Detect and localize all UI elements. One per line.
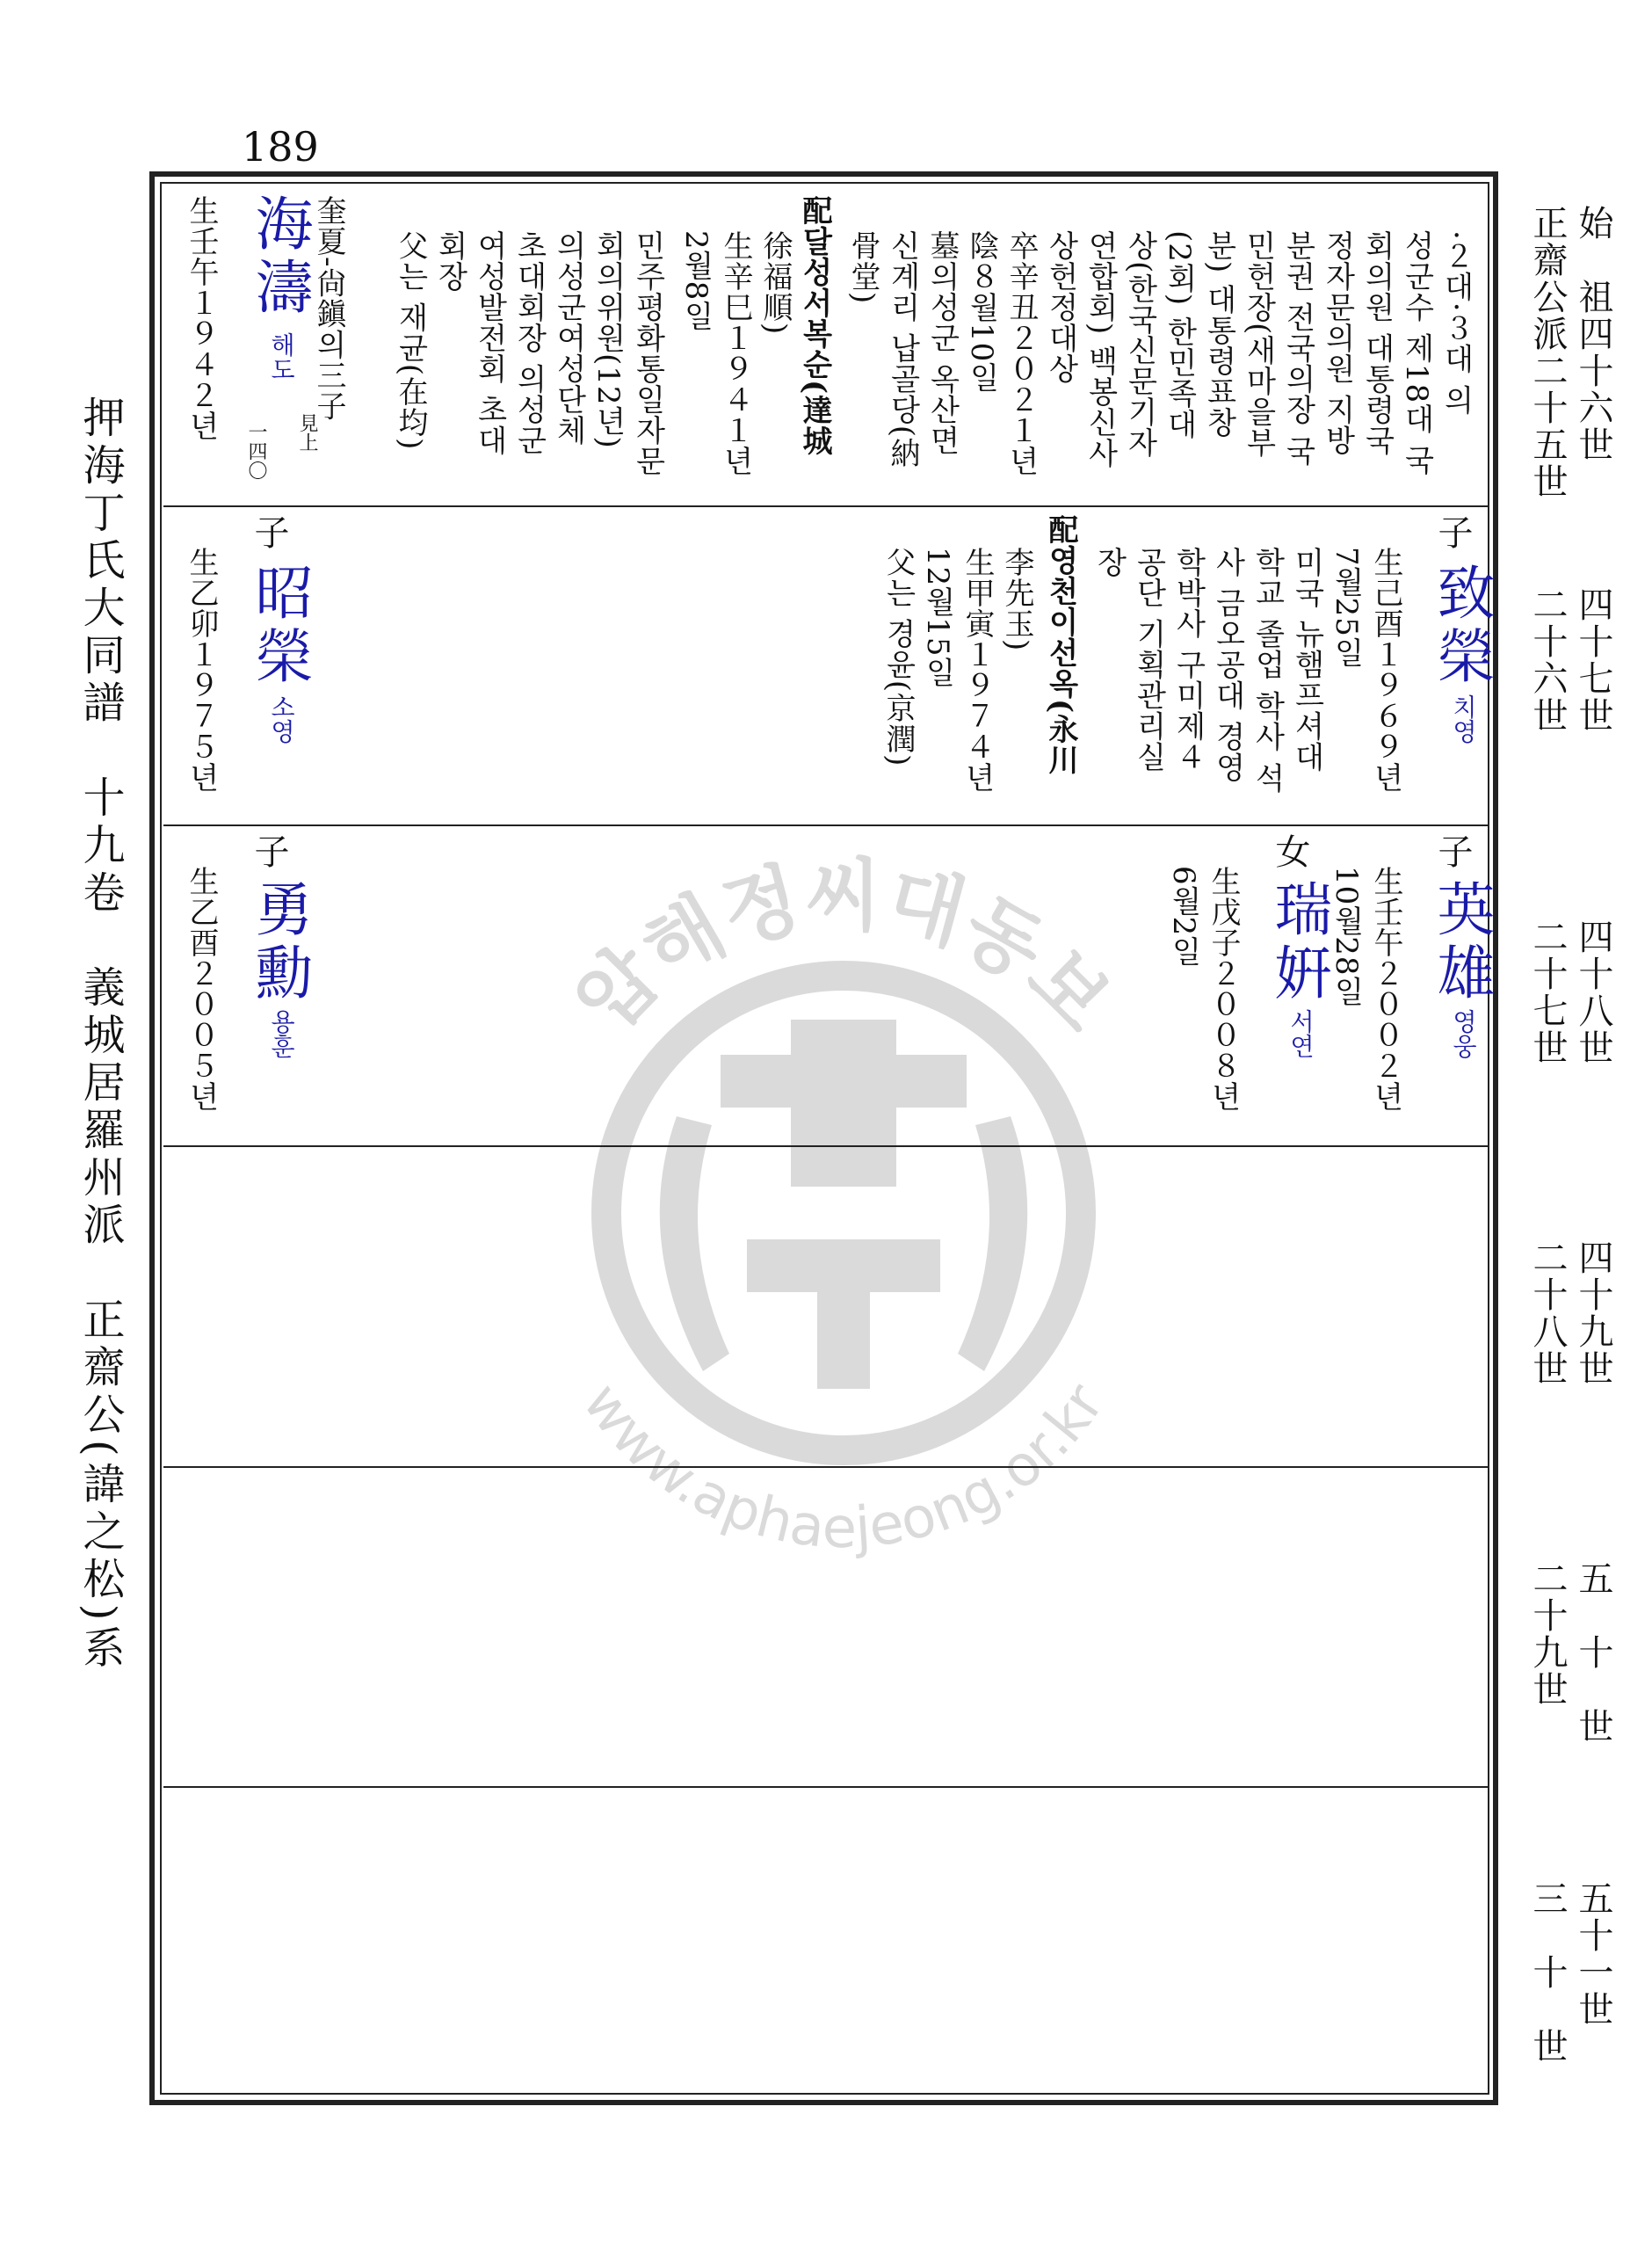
note-line: 분) 대통령표창 [1201, 230, 1236, 439]
note-line: 徐福順) [757, 230, 793, 336]
note-line: 분권 전국의장 국 [1280, 230, 1315, 467]
note-line: 정자문의원 지방 [1320, 230, 1355, 456]
note-line: 陰８월10일 [964, 230, 999, 394]
birth-date: 生壬午１９４２년 [184, 195, 219, 441]
generation-label: 五十一世 [1573, 1880, 1613, 2028]
birth-date: 生壬午２００２년 [1368, 866, 1403, 1112]
generation-label: 二十六世 [1527, 586, 1568, 734]
note-line: 연합회) 백봉신사 [1083, 230, 1118, 469]
person-name-hangul: 치영 [1449, 694, 1478, 744]
row-separator [163, 824, 1489, 826]
birth-date: 生乙卯１９７５년 [184, 547, 219, 793]
note-line: 상(한국신문기자 [1122, 230, 1157, 459]
note-line: (2회) 한민족대 [1162, 230, 1197, 439]
watermark-top-text: 압해정씨대동보 [558, 850, 1129, 1050]
person-name-hangul: 해도 [267, 332, 296, 381]
generation-cell [1498, 507, 1639, 824]
inner-frame [160, 182, 1489, 2095]
generation-cell [1498, 1468, 1639, 1786]
note-line: ·２대·３대 의 [1438, 230, 1474, 416]
note-line: 공단 기획관리실 [1131, 547, 1166, 773]
generation-label: 三 十 世 [1527, 1880, 1568, 2065]
note-line: 骨堂) [845, 230, 880, 305]
generation-cell [1498, 185, 1639, 505]
note-line: 卒辛丑２０２１년 [1004, 230, 1039, 476]
note-line: 회의원 대통령국 [1359, 230, 1395, 456]
person-name-hangul: 서연 [1286, 1009, 1315, 1058]
relation-label: 子 [249, 514, 289, 549]
row-separator [163, 1786, 1489, 1788]
note-line: 生辛巳１９４１년 [718, 230, 753, 476]
relation-label: 女 [1270, 833, 1310, 868]
generation-label: 二十七世 [1527, 919, 1568, 1066]
note-line: 신계리 납골당(納 [885, 230, 920, 469]
note-line: 여성발전회 초대 [472, 230, 507, 456]
relation-label: 子 [1432, 514, 1473, 549]
note-line: 학교 졸업 학사 석 [1250, 547, 1285, 794]
generation-label: 四十九世 [1573, 1239, 1613, 1387]
generation-label: 正齋公派二十五世 [1527, 205, 1568, 500]
person-name: 勇勳 [245, 879, 313, 1006]
cross-reference: 見上 [296, 413, 318, 452]
birth-date: 生戊子２００８년 [1206, 866, 1241, 1112]
note-line: 父는 재균(在均) [393, 230, 428, 451]
note-line: 성군수 제18대 국 [1399, 230, 1434, 476]
cross-reference: 一四〇 [245, 422, 267, 480]
spouse-line: 配달성서복순(達城 [797, 195, 832, 457]
note-line: 生甲寅１９７４년 [960, 547, 995, 793]
person-name-hangul: 용훈 [267, 1009, 296, 1058]
person-name: 致榮 [1427, 563, 1495, 689]
person-name-hangul: 영웅 [1449, 1009, 1478, 1058]
note-line: 장 [1091, 547, 1127, 577]
person-name: 海濤 [245, 193, 313, 320]
note-line: 6월2일 [1166, 866, 1201, 968]
note-line: 민주평화통일자문 [630, 230, 665, 476]
row-separator [163, 1466, 1489, 1468]
generation-label: 二十九世 [1527, 1560, 1568, 1708]
note-line: 초대회장 의성군 [511, 230, 547, 456]
note-line: 12월15일 [920, 547, 955, 688]
birth-date: 生己酉１９６９년 [1368, 547, 1403, 793]
note-line: 李先玉) [999, 547, 1034, 652]
note-line: 민헌장(새마을부 [1241, 230, 1276, 459]
generation-cell [1498, 1147, 1639, 1466]
note-line: 7월25일 [1329, 547, 1364, 668]
relation-label: 子 [1432, 833, 1473, 868]
note-line: 학박사 구미제４ [1170, 547, 1206, 773]
row-separator [163, 505, 1489, 507]
generation-cell [1498, 1788, 1639, 2096]
side-title: 押海丁氏大同譜 十九卷 義城居羅州派 正齋公(諱之松)系 [76, 396, 125, 1674]
note-line: 회의위원(12년) [591, 230, 626, 449]
note-line: 父는 경윤(京潤) [880, 547, 916, 767]
relation-label: 子 [249, 833, 289, 868]
note-line: 미국 뉴햄프셔대 [1289, 547, 1324, 773]
note-line: 상헌정대상 [1043, 230, 1078, 384]
generation-label: 四十七世 [1573, 586, 1613, 734]
note-line: 사 금오공대 경영 [1210, 547, 1245, 783]
note-line: 奎夏-尙鎭의三子 [311, 195, 346, 422]
note-line: 墓의성군 옥산면 [924, 230, 960, 456]
note-line: 2월8일 [678, 230, 714, 332]
watermark-bottom-text: www.aphaejeong.or.kr [569, 1371, 1118, 1562]
generation-label: 四十八世 [1573, 919, 1613, 1066]
generation-label: 二十八世 [1527, 1239, 1568, 1387]
person-name-hangul: 소영 [267, 694, 296, 744]
generation-label: 始 祖四十六世 [1573, 205, 1613, 463]
note-line: 10월28일 [1329, 866, 1364, 1007]
person-name: 瑞姸 [1264, 879, 1332, 1006]
row-separator [163, 1145, 1489, 1147]
spouse-line: 配영천이선옥(永川 [1043, 514, 1078, 776]
generation-cell [1498, 826, 1639, 1145]
birth-date: 生乙酉２００５년 [184, 866, 219, 1112]
person-name: 昭榮 [245, 563, 313, 689]
generation-label: 五 十 世 [1573, 1560, 1613, 1745]
person-name: 英雄 [1427, 879, 1495, 1006]
note-line: 회장 [432, 230, 467, 292]
note-line: 의성군여성단체 [551, 230, 586, 446]
page-number: 189 [242, 123, 319, 171]
